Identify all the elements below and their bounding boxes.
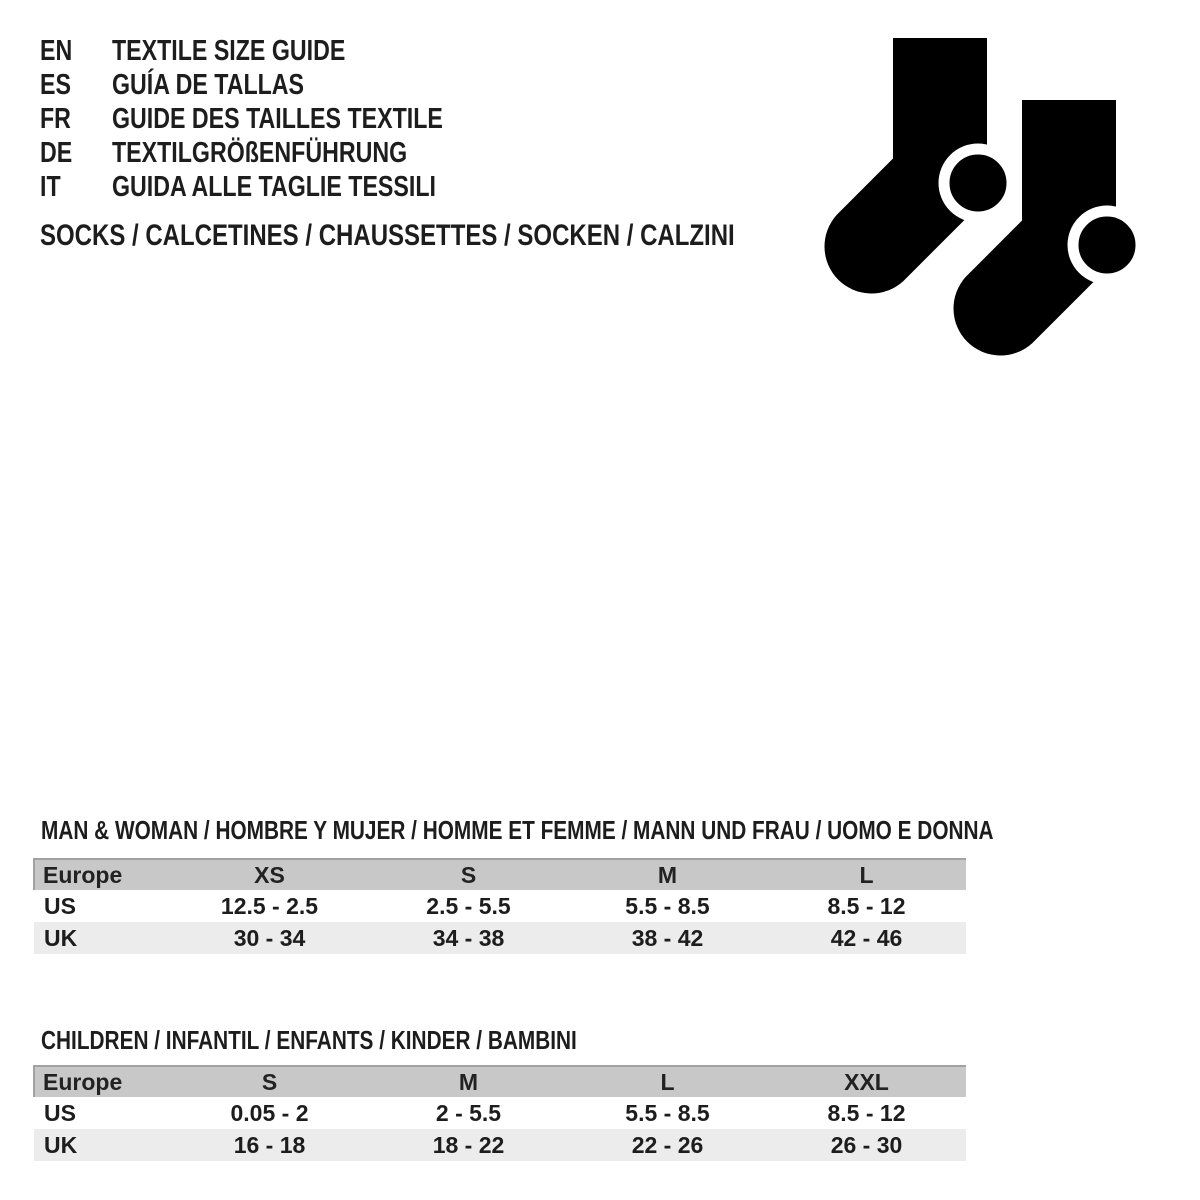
size-value: 5.5 - 8.5 — [625, 1100, 710, 1126]
size-value: 30 - 34 — [233, 925, 306, 951]
table-row-uk — [34, 922, 966, 954]
language-code: FR — [40, 103, 71, 135]
size-value: 8.5 - 12 — [827, 893, 906, 919]
language-code: EN — [40, 35, 73, 67]
column-header: S — [369, 859, 568, 890]
size-value: 2.5 - 5.5 — [426, 893, 511, 919]
adults-size-table — [33, 858, 966, 954]
column-header: XXL — [767, 1066, 966, 1097]
language-label: GUIDA ALLE TAGLIE TESSILI — [112, 171, 436, 203]
size-value: 5.5 - 8.5 — [625, 893, 710, 919]
size-value: 26 - 30 — [830, 1132, 903, 1158]
table-row-us — [34, 890, 966, 922]
size-value: 42 - 46 — [830, 925, 903, 951]
size-value: 18 - 22 — [432, 1132, 505, 1158]
column-header: L — [568, 1066, 767, 1097]
adults-table-title: MAN & WOMAN / HOMBRE Y MUJER / HOMME ET FEMME / MANN UND FRAU / UOMO E DONNA — [41, 815, 994, 845]
socks-icon — [818, 38, 1148, 358]
size-value: 0.05 - 2 — [230, 1100, 309, 1126]
column-header: Europe — [34, 1066, 170, 1097]
column-header: S — [170, 1066, 369, 1097]
language-label: GUÍA DE TALLAS — [112, 69, 305, 101]
children-size-table — [33, 1065, 966, 1161]
column-header: L — [767, 859, 966, 890]
size-value: 8.5 - 12 — [827, 1100, 906, 1126]
size-value: 12.5 - 2.5 — [220, 893, 319, 919]
language-guide — [40, 34, 544, 204]
column-header: M — [568, 859, 767, 890]
column-header: M — [369, 1066, 568, 1097]
language-label: GUIDE DES TAILLES TEXTILE — [112, 103, 443, 135]
language-row — [40, 68, 544, 102]
region-label: UK — [44, 1132, 78, 1158]
language-code: ES — [40, 69, 71, 101]
language-label: TEXTILGRÖßENFÜHRUNG — [112, 137, 408, 169]
language-label: TEXTILE SIZE GUIDE — [112, 35, 346, 67]
column-header: XS — [170, 859, 369, 890]
adults-header-row — [34, 859, 966, 890]
language-row — [40, 34, 544, 68]
children-header-row — [34, 1066, 966, 1097]
size-value: 38 - 42 — [631, 925, 704, 951]
table-row-us — [34, 1097, 966, 1129]
category-title: SOCKS / CALCETINES / CHAUSSETTES / SOCKEN / CALZINI — [40, 219, 735, 252]
children-table-title: CHILDREN / INFANTIL / ENFANTS / KINDER / BAMBINI — [41, 1025, 577, 1055]
size-value: 22 - 26 — [631, 1132, 704, 1158]
language-row — [40, 102, 544, 136]
table-row-uk — [34, 1129, 966, 1161]
size-value: 16 - 18 — [233, 1132, 306, 1158]
region-label: US — [44, 893, 76, 919]
language-row — [40, 136, 544, 170]
column-header: Europe — [34, 859, 170, 890]
socks-icon-svg — [818, 38, 1148, 358]
size-value: 2 - 5.5 — [435, 1100, 502, 1126]
region-label: UK — [44, 925, 78, 951]
region-label: US — [44, 1100, 76, 1126]
language-code: DE — [40, 137, 73, 169]
size-value: 34 - 38 — [432, 925, 505, 951]
language-code: IT — [40, 171, 61, 203]
language-row — [40, 170, 544, 204]
